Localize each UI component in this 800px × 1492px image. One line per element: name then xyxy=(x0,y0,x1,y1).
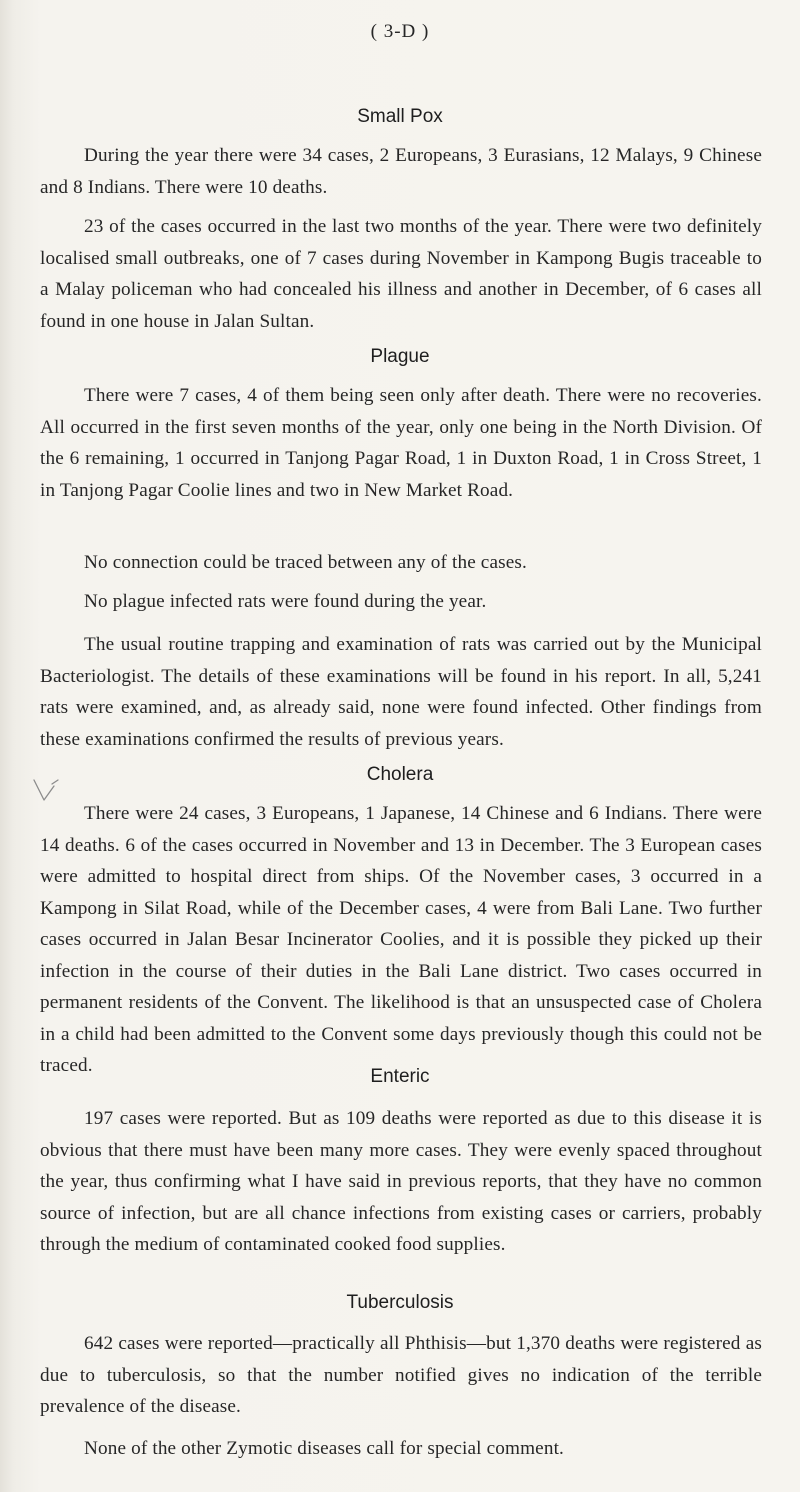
small-pox-paragraph-2: 23 of the cases occurred in the last two months of the year. There were two definitely localised small outbreaks, one of 7 cases during November in Kampong Bugis traceable to a Malay policeman who had concealed his illness and another in December, of 6 cases all found in one house in Jalan Sultan. xyxy=(40,216,762,332)
plague-paragraph-2: No connection could be traced between any of the cases. xyxy=(84,552,527,573)
heading-enteric: Enteric xyxy=(370,1066,430,1087)
heading-cholera: Cholera xyxy=(366,764,434,785)
tuberculosis-paragraph-1: 642 cases were reported—practically all Phthisis—but 1,370 deaths were registered as due to tuberculosis, so that the number notified gives no indication of the terrible prevalence of the disease. xyxy=(40,1333,762,1417)
heading-plague: Plague xyxy=(370,346,430,367)
tuberculosis-paragraph-2: None of the other Zymotic diseases call for special comment. xyxy=(84,1438,565,1459)
heading-small-pox: Small Pox xyxy=(357,106,443,127)
cholera-paragraph-1: There were 24 cases, 3 Europeans, 1 Japanese, 14 Chinese and 6 Indians. There were 14 deaths. 6 of the cases occurred in November and 13 in December. The 3 European cases were admitted to hospital direct from ships. Of the November cases, 3 occurred in a Kampong in Silat Road, while of the December cases, 4 were from Bali Lane. Two further cases occurred in Jalan Besar Incinerator Coolies, and it is possible they picked up their infection in the course of their duties in the Bali Lane district. Two cases occurred in permanent residents of the Convent. The likelihood is that an unsuspected case of Cholera in a child had been admitted to the Convent some days previously though this could not be traced. xyxy=(40,803,762,1076)
plague-paragraph-3: No plague infected rats were found during the year. xyxy=(84,591,487,612)
plague-paragraph-4: The usual routine trapping and examination of rats was carried out by the Municipal Bacteriologist. The details of these examinations will be found in his report. In all, 5,241 rats were examined, and, as already said, none were found infected. Other findings from these examinations confirmed the results of previous years. xyxy=(40,634,762,750)
enteric-paragraph-1: 197 cases were reported. But as 109 deaths were reported as due to this disease it is obvious that there must have been many more cases. They were evenly spaced throughout the year, thus confirming what I have said in previous reports, that they have no common source of infection, but are all chance infections from existing cases or carriers, probably through the medium of contaminated cooked food supplies. xyxy=(40,1108,762,1255)
heading-tuberculosis: Tuberculosis xyxy=(346,1292,454,1313)
page-number: ( 3-D ) xyxy=(370,21,430,42)
small-pox-paragraph-1: During the year there were 34 cases, 2 Europeans, 3 Eurasians, 12 Malays, 9 Chinese and 8 Indians. There were 10 deaths. xyxy=(40,145,762,198)
plague-paragraph-1: There were 7 cases, 4 of them being seen only after death. There were no recoveries. All occurred in the first seven months of the year, only one being in the North Division. Of the 6 remaining, 1 occurred in Tanjong Pagar Road, 1 in Duxton Road, 1 in Cross Street, 1 in Tanjong Pagar Coolie lines and two in New Market Road. xyxy=(40,385,762,501)
